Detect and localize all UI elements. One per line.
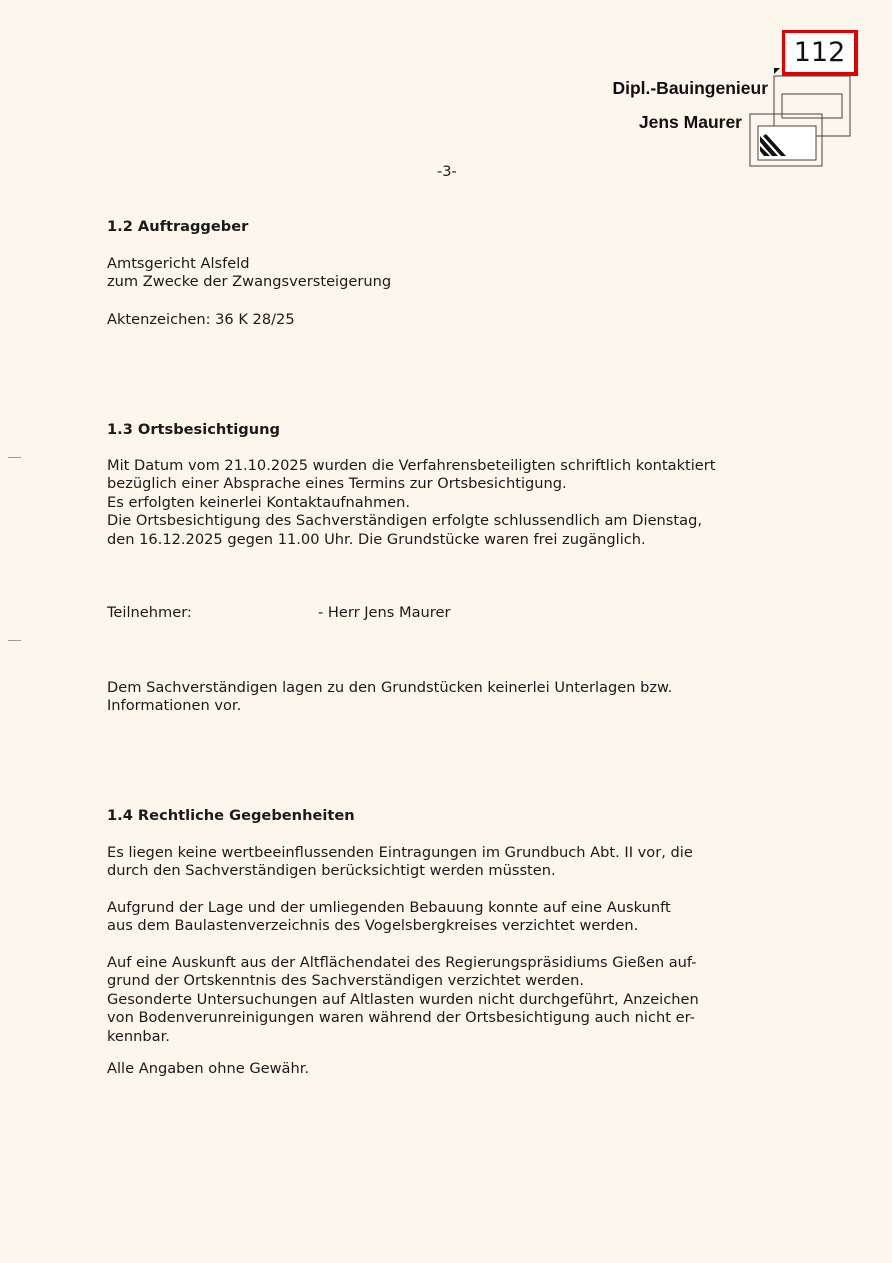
margin-mark — [8, 457, 21, 458]
paragraph-line: Es erfolgten keinerlei Kontaktaufnahmen. — [107, 493, 411, 511]
section-heading-1-3: 1.3 Ortsbesichtigung — [107, 421, 280, 438]
paragraph-line: Dem Sachverständigen lagen zu den Grundstücken keinerlei Unterlagen bzw. — [107, 679, 673, 696]
paragraph-line: bezüglich einer Absprache eines Termins zur Ortsbesichtigung. — [107, 475, 567, 493]
paragraph-line: von Bodenverunreinigungen waren während der Ortsbesichtigung auch nicht er- — [107, 1009, 695, 1027]
participants-value: - Herr Jens Maurer — [318, 604, 451, 621]
paragraph-line: grund der Ortskenntnis des Sachverständigen verzichtet werden. — [107, 972, 585, 990]
documents-paragraph — [107, 679, 672, 716]
section-heading-1-2: 1.2 Auftraggeber — [107, 218, 249, 235]
paragraph-line: Gesonderte Untersuchungen auf Altlasten wurden nicht durchgeführt, Anzeichen — [107, 990, 699, 1008]
contamination-paragraph — [107, 954, 699, 1046]
disclaimer: Alle Angaben ohne Gewähr. — [107, 1060, 310, 1077]
page-label: -3- — [437, 163, 457, 180]
client-line: zum Zwecke der Zwangsversteigerung — [107, 273, 392, 290]
paragraph-line: kennbar. — [107, 1027, 170, 1045]
file-reference: Aktenzeichen: 36 K 28/25 — [107, 311, 295, 328]
building-charges-paragraph — [107, 899, 671, 936]
page-number-badge: 112 — [782, 30, 858, 76]
paragraph-line: durch den Sachverständigen berücksichtigt werden müssten. — [107, 862, 556, 880]
paragraph-line: Die Ortsbesichtigung des Sachverständigen erfolgte schlussendlich am Dienstag, — [107, 512, 702, 530]
land-register-paragraph — [107, 844, 693, 881]
paragraph-line: Es liegen keine wertbeeinflussenden Eintragungen im Grundbuch Abt. II vor, die — [107, 844, 693, 861]
client-line: Amtsgericht Alsfeld — [107, 255, 250, 272]
inspection-paragraph — [107, 457, 716, 549]
paragraph-line: den 16.12.2025 gegen 11.00 Uhr. Die Grundstücke waren frei zugänglich. — [107, 530, 646, 548]
logo-title: Dipl.-Bauingenieur — [612, 78, 768, 98]
section-heading-1-4: 1.4 Rechtliche Gegebenheiten — [107, 807, 355, 824]
paragraph-line: Aufgrund der Lage und der umliegenden Bebauung konnte auf eine Auskunft — [107, 899, 671, 916]
margin-mark — [8, 640, 21, 641]
paragraph-line: Informationen vor. — [107, 697, 242, 715]
paragraph-line: Auf eine Auskunft aus der Altflächendatei des Regierungspräsidiums Gießen auf- — [107, 954, 697, 971]
paragraph-line: Mit Datum vom 21.10.2025 wurden die Verfahrensbeteiligten schriftlich kontaktiert — [107, 457, 716, 474]
participants-label: Teilnehmer: — [107, 604, 192, 621]
paragraph-line: aus dem Baulastenverzeichnis des Vogelsbergkreises verzichtet werden. — [107, 917, 639, 935]
logo-name: Jens Maurer — [638, 112, 742, 132]
